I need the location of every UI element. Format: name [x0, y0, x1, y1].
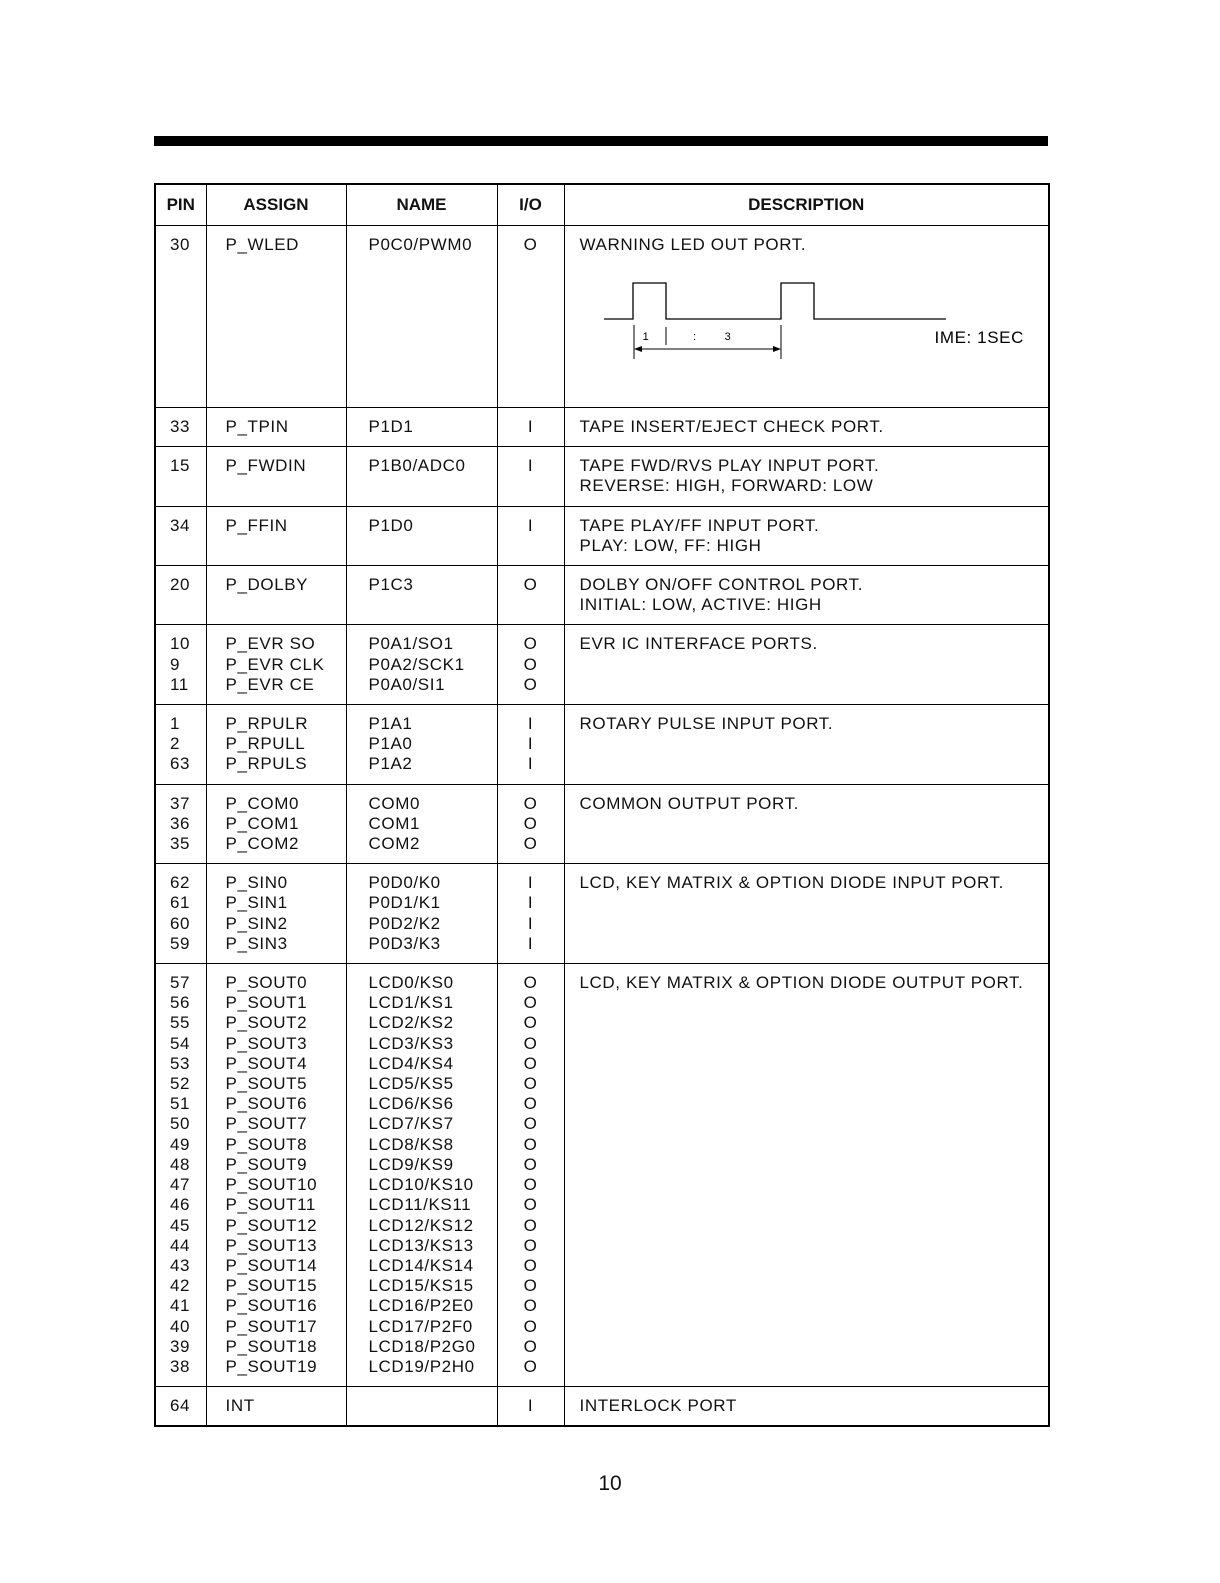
cell-line: O [523, 1134, 538, 1154]
cell-line: INTERLOCK PORT [579, 1396, 737, 1416]
cell-line: P_SOUT4 [225, 1053, 308, 1073]
page-number: 10 [598, 1472, 622, 1495]
cell-line: 52 [170, 1074, 191, 1094]
table-row [155, 705, 1049, 785]
cell-line: P_SOUT16 [225, 1296, 318, 1316]
cell-line: COM2 [368, 834, 421, 854]
cell-line: 45 [170, 1215, 191, 1235]
cell-pin [155, 566, 206, 625]
cell-io [497, 784, 564, 864]
cell-line: LCD6/KS6 [368, 1094, 454, 1114]
cell-line: P0D0/K0 [368, 873, 441, 893]
cell-line: P_FWDIN [225, 456, 307, 476]
cell-line: 33 [170, 417, 191, 436]
cell-line: 10 [170, 634, 191, 654]
cell-pin [155, 506, 206, 565]
cell-line: 11 [170, 674, 189, 694]
cell-pin [155, 408, 206, 447]
cell-io [497, 625, 564, 705]
cell-line: P1D0 [368, 515, 414, 535]
cell-line: 57 [170, 973, 191, 993]
cell-line: LCD17/P2F0 [368, 1316, 473, 1336]
cell-line: LCD3/KS3 [368, 1033, 454, 1053]
cell-line: P_FFIN [225, 515, 288, 535]
header-io: I/O [497, 184, 564, 226]
cell-name [346, 964, 497, 1387]
cell-line: O [523, 1175, 538, 1195]
cell-line: O [523, 1235, 538, 1255]
table-row [155, 226, 1049, 408]
period-time-label: IME: 1SEC [934, 328, 1024, 348]
cell-line: P_EVR SO [225, 634, 316, 654]
cell-name [346, 705, 497, 785]
cell-line: P_SOUT6 [225, 1094, 308, 1114]
duty-ratio-high: 1 [642, 331, 649, 344]
cell-line: 34 [170, 515, 191, 535]
cell-line: O [523, 1013, 538, 1033]
cell-line: 42 [170, 1276, 191, 1296]
cell-name [346, 226, 497, 408]
cell-line: 35 [170, 834, 191, 854]
cell-line: I [527, 1396, 534, 1416]
cell-line: 37 [170, 793, 191, 813]
cell-line: P_SOUT5 [225, 1074, 308, 1094]
cell-io [497, 408, 564, 447]
cell-line: P_SIN0 [225, 873, 288, 893]
cell-assign [206, 964, 346, 1387]
cell-line: P_SOUT13 [225, 1235, 318, 1255]
cell-io [497, 447, 564, 506]
cell-io [497, 506, 564, 565]
cell-line: 41 [170, 1296, 191, 1316]
cell-line: P_SOUT0 [225, 973, 308, 993]
header-name: NAME [346, 184, 497, 226]
cell-assign [206, 864, 346, 964]
cell-line: P0A1/SO1 [368, 634, 454, 654]
cell-assign [206, 408, 346, 447]
cell-line: O [523, 1114, 538, 1134]
cell-line: LCD11/KS11 [368, 1195, 472, 1215]
cell-line: P_SOUT11 [225, 1195, 316, 1215]
cell-line: EVR IC INTERFACE PORTS. [579, 634, 818, 654]
cell-line: 53 [170, 1053, 191, 1073]
cell-name [346, 447, 497, 506]
cell-line: REVERSE: HIGH, FORWARD: LOW [579, 476, 874, 496]
cell-description [564, 566, 1049, 625]
cell-io [497, 705, 564, 785]
pin-table-body [155, 226, 1049, 1427]
cell-description [564, 226, 1049, 408]
cell-line: I [527, 714, 534, 734]
cell-line: P_SOUT3 [225, 1033, 308, 1053]
cell-line: P_RPULL [225, 734, 306, 754]
table-row [155, 784, 1049, 864]
cell-pin [155, 784, 206, 864]
waveform-line [604, 283, 946, 319]
cell-line: 30 [170, 235, 191, 254]
cell-line: P0A2/SCK1 [368, 654, 465, 674]
cell-line: I [527, 933, 534, 953]
cell-line: 48 [170, 1154, 191, 1174]
cell-line: P_SIN1 [225, 893, 288, 913]
cell-line: 64 [170, 1396, 191, 1416]
cell-assign [206, 784, 346, 864]
cell-line: LCD8/KS8 [368, 1134, 454, 1154]
cell-line: 1 [170, 714, 181, 734]
cell-line: P_SOUT17 [225, 1316, 318, 1336]
cell-line: 39 [170, 1336, 191, 1356]
cell-io [497, 226, 564, 408]
table-row [155, 625, 1049, 705]
cell-line: P_RPULS [225, 754, 308, 774]
cell-line: INITIAL: LOW, ACTIVE: HIGH [579, 595, 822, 615]
cell-line: LCD2/KS2 [368, 1013, 454, 1033]
cell-line: P_SOUT7 [225, 1114, 308, 1134]
table-row [155, 1387, 1049, 1427]
table-row [155, 506, 1049, 565]
cell-line: I [527, 515, 534, 535]
cell-line: WARNING LED OUT PORT. [579, 235, 807, 254]
cell-assign [206, 705, 346, 785]
cell-description [564, 506, 1049, 565]
cell-line: O [523, 1154, 538, 1174]
cell-line: P_EVR CLK [225, 654, 325, 674]
cell-line: 56 [170, 993, 191, 1013]
cell-description [564, 964, 1049, 1387]
header-row [155, 184, 1049, 226]
table-row [155, 566, 1049, 625]
cell-assign [206, 1387, 346, 1427]
cell-line: TAPE PLAY/FF INPUT PORT. [579, 515, 820, 535]
cell-line: COM1 [368, 813, 421, 833]
cell-line: 61 [170, 893, 191, 913]
cell-line: P0A0/SI1 [368, 674, 446, 694]
cell-line: P_EVR CE [225, 674, 315, 694]
cell-line: O [523, 1276, 538, 1296]
cell-line: LCD9/KS9 [368, 1154, 454, 1174]
header-assign: ASSIGN [206, 184, 346, 226]
cell-line: LCD13/KS13 [368, 1235, 474, 1255]
duty-ratio-separator: : [692, 331, 697, 344]
cell-assign [206, 506, 346, 565]
cell-name [346, 864, 497, 964]
cell-line: P_TPIN [225, 417, 289, 436]
cell-description [564, 864, 1049, 964]
cell-line: O [523, 1336, 538, 1356]
arrow-left-icon [634, 346, 642, 352]
cell-description [564, 705, 1049, 785]
cell-line: P_SOUT19 [225, 1356, 318, 1376]
cell-line: P_SIN3 [225, 933, 288, 953]
cell-line: P0C0/PWM0 [368, 235, 473, 254]
cell-description [564, 784, 1049, 864]
cell-line: DOLBY ON/OFF CONTROL PORT. [579, 575, 864, 595]
cell-line: I [527, 734, 534, 754]
cell-assign [206, 226, 346, 408]
cell-line: P1D1 [368, 417, 414, 436]
cell-line: P_SOUT9 [225, 1154, 308, 1174]
cell-line: COMMON OUTPUT PORT. [579, 793, 800, 813]
arrow-right-icon [773, 346, 781, 352]
cell-pin [155, 447, 206, 506]
cell-line: LCD, KEY MATRIX & OPTION DIODE OUTPUT PORT. [579, 973, 1024, 993]
cell-line: P1A0 [368, 734, 413, 754]
cell-line: LCD18/P2G0 [368, 1336, 476, 1356]
cell-line: P_SOUT1 [225, 993, 308, 1013]
cell-name [346, 625, 497, 705]
cell-name [346, 506, 497, 565]
cell-line: LCD1/KS1 [368, 993, 454, 1013]
cell-line: O [523, 1255, 538, 1275]
cell-line: 50 [170, 1114, 191, 1134]
cell-line: P_SOUT14 [225, 1255, 318, 1275]
cell-line: P1C3 [368, 575, 414, 595]
cell-name [346, 566, 497, 625]
cell-line: P_DOLBY [225, 575, 309, 595]
cell-line: P_COM0 [225, 793, 300, 813]
cell-line: O [523, 634, 538, 654]
cell-line: LCD5/KS5 [368, 1074, 454, 1094]
cell-line: I [527, 893, 534, 913]
cell-line: 47 [170, 1175, 191, 1195]
cell-io [497, 864, 564, 964]
cell-line: O [523, 973, 538, 993]
table-row [155, 864, 1049, 964]
cell-line: I [527, 417, 534, 436]
cell-line: I [527, 456, 534, 476]
cell-line: O [523, 1316, 538, 1336]
cell-line: 63 [170, 754, 191, 774]
cell-line: 60 [170, 913, 191, 933]
cell-description [564, 447, 1049, 506]
cell-line: P_WLED [225, 235, 300, 254]
cell-line: ROTARY PULSE INPUT PORT. [579, 714, 834, 734]
table-row [155, 408, 1049, 447]
cell-line: LCD15/KS15 [368, 1276, 474, 1296]
cell-line: 36 [170, 813, 191, 833]
cell-line: LCD0/KS0 [368, 973, 454, 993]
cell-line: O [523, 1094, 538, 1114]
cell-line: LCD12/KS12 [368, 1215, 474, 1235]
cell-assign [206, 625, 346, 705]
pin-table [154, 183, 1050, 1427]
cell-name [346, 784, 497, 864]
cell-line: O [523, 1296, 538, 1316]
cell-assign [206, 566, 346, 625]
cell-line: P0D2/K2 [368, 913, 441, 933]
cell-line: P_SOUT8 [225, 1134, 308, 1154]
cell-line: LCD, KEY MATRIX & OPTION DIODE INPUT PORT. [579, 873, 1004, 893]
cell-line: LCD19/P2H0 [368, 1356, 475, 1376]
table-row [155, 447, 1049, 506]
cell-line: O [523, 1053, 538, 1073]
cell-line: O [523, 993, 538, 1013]
cell-line: P_COM2 [225, 834, 300, 854]
cell-line: P_SIN2 [225, 913, 288, 933]
cell-line: COM0 [368, 793, 421, 813]
cell-assign [206, 447, 346, 506]
cell-line: O [523, 654, 538, 674]
cell-io [497, 964, 564, 1387]
top-rule [154, 136, 1048, 146]
cell-line: O [523, 1195, 538, 1215]
cell-line: P_SOUT15 [225, 1276, 318, 1296]
cell-line: TAPE INSERT/EJECT CHECK PORT. [579, 417, 884, 436]
cell-description [564, 1387, 1049, 1427]
cell-line: PLAY: LOW, FF: HIGH [579, 535, 762, 555]
cell-line: 51 [170, 1094, 191, 1114]
cell-line: O [523, 1033, 538, 1053]
cell-line: INT [225, 1396, 255, 1416]
cell-io [497, 1387, 564, 1427]
duty-ratio-low: 3 [724, 331, 731, 344]
cell-line: O [523, 813, 538, 833]
cell-pin [155, 1387, 206, 1427]
cell-pin [155, 964, 206, 1387]
cell-line: O [523, 674, 538, 694]
cell-line: O [523, 793, 538, 813]
cell-line: P_SOUT18 [225, 1336, 318, 1356]
cell-name [346, 408, 497, 447]
cell-line: 49 [170, 1134, 191, 1154]
cell-line: O [523, 575, 538, 595]
cell-pin [155, 625, 206, 705]
cell-pin [155, 226, 206, 408]
cell-line: TAPE FWD/RVS PLAY INPUT PORT. [579, 456, 880, 476]
cell-description [564, 625, 1049, 705]
cell-line: I [527, 873, 534, 893]
table-row [155, 964, 1049, 1387]
cell-line: P1B0/ADC0 [368, 456, 466, 476]
cell-line: P_SOUT12 [225, 1215, 318, 1235]
cell-line: 54 [170, 1033, 191, 1053]
cell-line: 46 [170, 1195, 191, 1215]
cell-line: 55 [170, 1013, 191, 1033]
cell-line: O [523, 1215, 538, 1235]
cell-line: 40 [170, 1316, 191, 1336]
cell-line: 2 [170, 734, 181, 754]
cell-line: 9 [170, 654, 181, 674]
cell-line: I [527, 754, 534, 774]
cell-line: P_RPULR [225, 714, 309, 734]
cell-line: P1A2 [368, 754, 413, 774]
cell-pin [155, 864, 206, 964]
cell-line: P1A1 [368, 714, 413, 734]
cell-line: 43 [170, 1255, 191, 1275]
cell-name [346, 1387, 497, 1427]
cell-line: 44 [170, 1235, 191, 1255]
cell-line: P_COM1 [225, 813, 300, 833]
cell-line: LCD16/P2E0 [368, 1296, 474, 1316]
cell-line: O [523, 834, 538, 854]
cell-line: 20 [170, 575, 191, 595]
cell-line: LCD7/KS7 [368, 1114, 454, 1134]
header-description: DESCRIPTION [564, 184, 1049, 226]
pwm-waveform-diagram [580, 263, 1040, 363]
cell-line: O [523, 1356, 538, 1376]
cell-line: 62 [170, 873, 191, 893]
cell-line: P_SOUT10 [225, 1175, 318, 1195]
cell-line: LCD10/KS10 [368, 1175, 474, 1195]
cell-line: 38 [170, 1356, 191, 1376]
cell-description [564, 408, 1049, 447]
cell-io [497, 566, 564, 625]
cell-line: 59 [170, 933, 191, 953]
cell-line: O [523, 235, 538, 254]
cell-line: 15 [170, 456, 191, 476]
cell-line: P_SOUT2 [225, 1013, 308, 1033]
cell-line: P0D1/K1 [368, 893, 441, 913]
header-pin: PIN [155, 184, 206, 226]
cell-line: P0D3/K3 [368, 933, 441, 953]
cell-pin [155, 705, 206, 785]
cell-line: LCD14/KS14 [368, 1255, 474, 1275]
cell-line: O [523, 1074, 538, 1094]
cell-line: LCD4/KS4 [368, 1053, 454, 1073]
cell-line: I [527, 913, 534, 933]
